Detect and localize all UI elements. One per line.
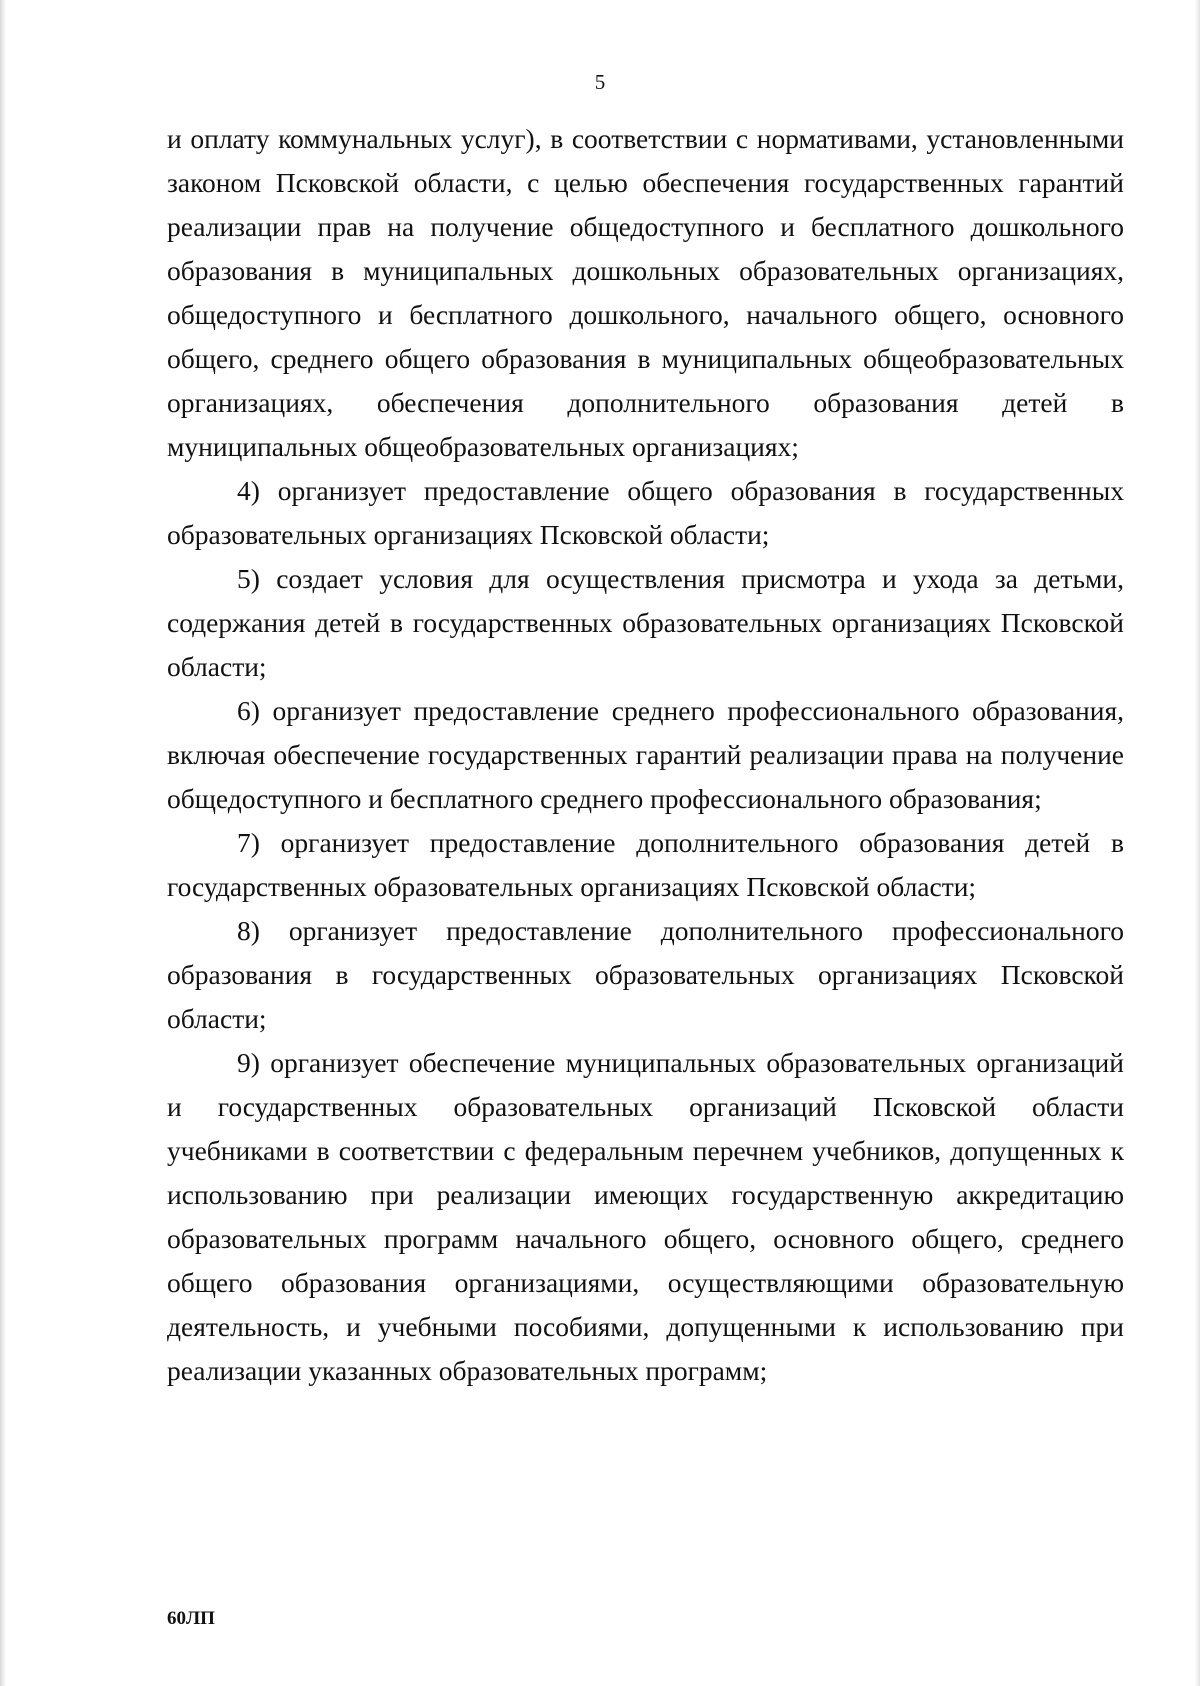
list-item-7: 7) организует предоставление дополнительного образования детей в государственных образовательных организациях Псковской области; xyxy=(167,827,1124,902)
page-number: 5 xyxy=(594,70,606,94)
list-item-5: 5) создает условия для осуществления присмотра и ухода за детьми, содержания детей в государственных образовательных организациях Псковской области; xyxy=(167,563,1124,682)
paragraph-continuation: и оплату коммунальных услуг), в соответствии с нормативами, установленными законом Псковской области, с целью обеспечения государственных гарантий реализации прав на получение общедоступного и бесплатного дошкольного образования в муниципальных дошкольных образовательных организациях, общедоступного и бесплатного дошкольного, начального общего, основного общего, среднего общего образования в муниципальных общеобразовательных организациях, обеспечения дополнительного образования детей в муниципальных общеобразовательных организациях; xyxy=(167,123,1124,462)
list-item-6: 6) организует предоставление среднего профессионального образования, включая обеспечение государственных гарантий реализации права на получение общедоступного и бесплатного среднего профессионального образования; xyxy=(167,695,1124,814)
list-item-4: 4) организует предоставление общего образования в государственных образовательных организациях Псковской области; xyxy=(167,475,1124,550)
document-body xyxy=(167,117,1124,1393)
document-code-footer: 60ЛП xyxy=(167,1608,215,1629)
scan-edge-right xyxy=(1195,0,1200,1686)
list-item-8: 8) организует предоставление дополнительного профессионального образования в государственных образовательных организациях Псковской области; xyxy=(167,915,1124,1034)
list-item-9: 9) организует обеспечение муниципальных образовательных организаций и государственных образовательных организаций Псковской области учебниками в соответствии с федеральным перечнем учебников, допущенных к использованию при реализации имеющих государственную аккредитацию образовательных программ начального общего, основного общего, среднего общего образования организациями, осуществляющими образовательную деятельность, и учебными пособиями, допущенными к использованию при реализации указанных образовательных программ; xyxy=(167,1047,1124,1386)
scan-edge-left xyxy=(0,0,6,1686)
